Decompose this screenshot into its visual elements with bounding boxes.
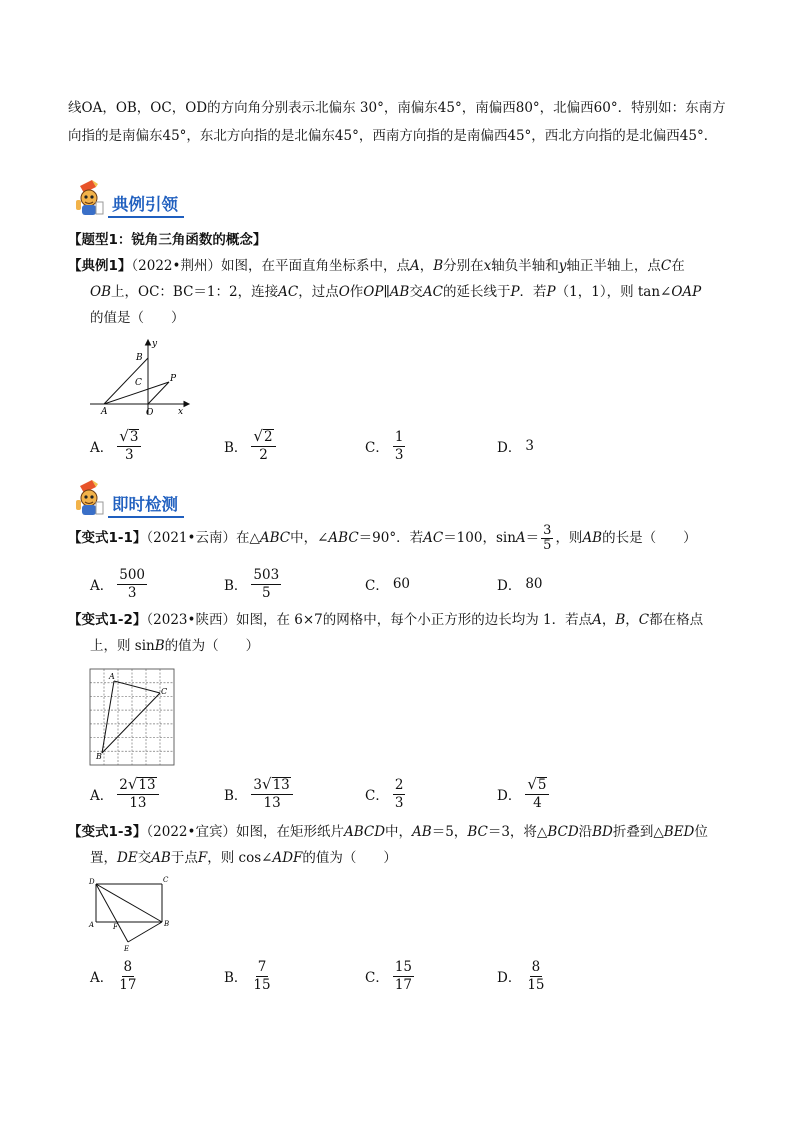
variant-1-3-question: 【变式1-3】（2022•宜宾）如图，在矩形纸片ABCD中，AB＝5，BC＝3，将△BCD沿BD折叠到△BED位 置，DE交AB于点F，则 cos∠ADF的值为（ ） xyxy=(68,824,708,866)
label-p: P xyxy=(170,374,177,384)
label-b: B xyxy=(96,752,102,761)
label-b: B xyxy=(164,920,170,928)
option-d[interactable]: D． √ 5 4 xyxy=(497,772,549,816)
option-b[interactable]: B． $\frac{503}{5}$ xyxy=(224,566,280,601)
example-1-figure xyxy=(88,336,192,416)
label-c: C xyxy=(163,876,169,884)
topic-heading: 【题型1：锐角三角函数的概念】 xyxy=(68,232,267,248)
variant-1-1-tag: 【变式1-1】 xyxy=(68,530,147,546)
label-f: F xyxy=(113,923,118,931)
diagonal-db xyxy=(96,884,162,922)
variant-1-3-options xyxy=(90,954,690,998)
x-axis-arrow xyxy=(184,402,189,407)
option-d[interactable]: D． 3 xyxy=(497,438,534,456)
label-b: B xyxy=(136,353,143,363)
option-c[interactable]: C． $\frac{1}{3}$ xyxy=(365,428,404,463)
variant-1-2-tag: 【变式1-2】 xyxy=(68,612,147,628)
label-o: O xyxy=(146,408,154,416)
variant-1-2-question: 【变式1-2】（2023•陕西）如图，在 6×7的网格中，每个小正方形的边长均为 1．若点A，B，C都在格点 上，则 sinB的值为（ ） xyxy=(68,612,704,654)
example-1-options xyxy=(90,424,690,468)
option-a[interactable]: A． 2 √ 13 13 xyxy=(90,772,159,816)
section-heading-example xyxy=(74,178,184,218)
label-e: E xyxy=(124,945,130,953)
variant-1-3-tag: 【变式1-3】 xyxy=(68,824,147,840)
option-b[interactable]: B． 3 √ 13 13 xyxy=(224,772,293,816)
option-b[interactable]: B． √ 2 2 xyxy=(224,424,276,468)
label-a: A xyxy=(109,672,115,681)
variant-1-1-question: 【变式1-1】（2021•云南）在△ABC中，∠ABC＝90°．若AC＝100，sinA＝ $\frac{3}{5}$ ，则AB的长是（ ） xyxy=(68,523,697,553)
label-c: C xyxy=(135,378,142,388)
variant-1-1-options xyxy=(90,562,690,606)
section-title-check: 即时检测 xyxy=(108,495,184,518)
option-a[interactable]: A． $\frac{500}{3}$ xyxy=(90,566,146,601)
variant-1-2-options xyxy=(90,772,690,816)
option-c[interactable]: C． 60 xyxy=(365,576,411,594)
label-d: D xyxy=(89,878,95,886)
variant-1-3-figure xyxy=(86,874,172,954)
fold-eb xyxy=(128,922,162,942)
y-axis-arrow xyxy=(146,340,151,345)
option-d[interactable]: D． $\frac{8}{15}$ xyxy=(497,958,545,993)
option-c[interactable]: C． $\frac{2}{3}$ xyxy=(365,776,404,811)
option-d[interactable]: D． 80 xyxy=(497,576,543,594)
option-a[interactable]: A． $\frac{8}{17}$ xyxy=(90,958,137,993)
option-c[interactable]: C． $\frac{15}{17}$ xyxy=(365,958,413,993)
label-y: y xyxy=(152,339,158,349)
option-b[interactable]: B． $\frac{7}{15}$ xyxy=(224,958,271,993)
label-x: x xyxy=(178,407,184,416)
example-1-question: 【典例1】（2022•荆州）如图，在平面直角坐标系中，点A，B分别在x轴负半轴和y轴正半轴上，点C在 OB上，OC：BC＝1：2，连接AC，过点O作OP∥AB交AC的延长线于P．若P（1，1），则 tan∠OAP 的值是（ ） xyxy=(68,258,702,326)
pencil-mascot-icon xyxy=(74,478,106,518)
pencil-mascot-icon xyxy=(74,178,106,218)
option-a[interactable]: A． √ 3 3 xyxy=(90,424,141,468)
label-a: A xyxy=(89,921,95,929)
section-title-example: 典例引领 xyxy=(108,195,184,218)
example-1-tag: 【典例1】 xyxy=(68,258,132,274)
label-c: C xyxy=(161,687,168,696)
section-heading-check xyxy=(74,478,184,518)
intro-paragraph: 线OA，OB，OC，OD的方向角分别表示北偏东 30°，南偏东45°，南偏西80°，北偏西60°．特别如：东南方向指的是南偏东45°，东北方向指的是北偏东45°，西南方向指的是南偏西45°，西北方向指的是北偏西45°． xyxy=(68,100,726,144)
label-a: A xyxy=(101,407,108,416)
variant-1-2-grid-figure xyxy=(88,667,178,767)
